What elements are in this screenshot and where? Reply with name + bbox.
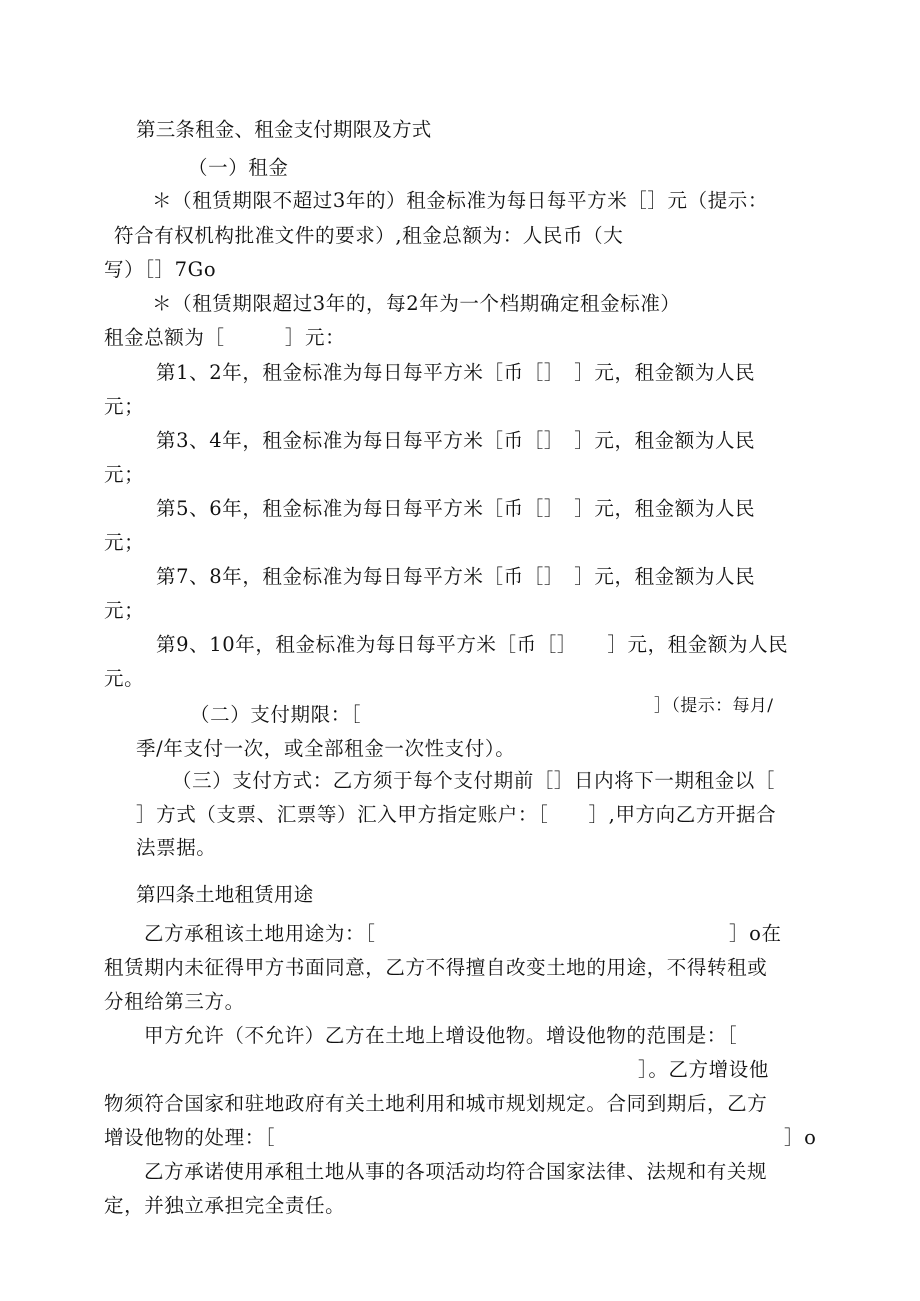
rent-option-a-line-2: 符合有权机构批准文件的要求）,租金总额为：人民币（大	[114, 224, 624, 247]
rent-years-1-2-end: 元；	[104, 395, 145, 418]
rent-years-3-4: 第3、4年，租金标准为每日每平方米［币［］ ］元，租金额为人民	[156, 429, 756, 452]
payment-period-line-2: 季/年支付一次，或全部租金一次性支付）。	[136, 737, 516, 760]
land-use-line-3: 分租给第三方。	[104, 990, 245, 1013]
additions-line-4-right: ］o	[784, 1126, 817, 1149]
payment-method-line-1: （三）支付方式：乙方须于每个支付期前［］日内将下一期租金以［	[172, 769, 776, 792]
payment-method-line-2: ］方式（支票、汇票等）汇入甲方指定账户：［ ］,甲方向乙方开据合	[136, 803, 777, 826]
article-4-title: 第四条土地租赁用途	[136, 883, 314, 906]
rent-option-a-line-1: ＊（租赁期限不超过3年的）租金标准为每日每平方米［］元（提示：	[152, 189, 769, 212]
rent-years-7-8-end: 元；	[104, 599, 145, 622]
rent-years-9-10: 第9、10年，租金标准为每日每平方米［币［］ ］元，租金额为人民	[156, 633, 789, 656]
rent-years-7-8: 第7、8年，租金标准为每日每平方米［币［］ ］元，租金额为人民	[156, 565, 756, 588]
rent-option-b-total: 租金总额为［ ］元：	[104, 326, 346, 349]
land-use-line-1-left: 乙方承租该土地用途为：［	[144, 922, 376, 945]
rent-years-3-4-end: 元；	[104, 463, 145, 486]
payment-method-line-3: 法票据。	[136, 836, 217, 859]
additions-line-2: ］。乙方增设他	[638, 1058, 769, 1081]
land-use-line-2: 租赁期内未征得甲方书面同意，乙方不得擅自改变土地的用途，不得转租或	[104, 956, 768, 979]
rent-option-b-line-1: ＊（租赁期限超过3年的，每2年为一个档期确定租金标准）	[152, 292, 681, 315]
compliance-line-2: 定，并独立承担完全责任。	[104, 1194, 346, 1217]
payment-period-line-1-left: （二）支付期限：［	[190, 703, 362, 726]
payment-period-line-1-right: ］（提示：每月/	[654, 696, 774, 716]
additions-line-1: 甲方允许（不允许）乙方在土地上增设他物。增设他物的范围是：［	[144, 1024, 738, 1047]
additions-line-4-left: 增设他物的处理：［	[104, 1126, 276, 1149]
compliance-line-1: 乙方承诺使用承租土地从事的各项活动均符合国家法律、法规和有关规	[144, 1160, 768, 1183]
rent-years-1-2: 第1、2年，租金标准为每日每平方米［币［］ ］元，租金额为人民	[156, 361, 756, 384]
rent-years-5-6: 第5、6年，租金标准为每日每平方米［币［］ ］元，租金额为人民	[156, 497, 756, 520]
section-rent-heading: （一）租金	[188, 156, 289, 179]
land-use-line-1-right: ］o在	[729, 922, 782, 945]
rent-option-a-line-3: 写）［］7Go	[104, 258, 217, 281]
article-3-title: 第三条租金、租金支付期限及方式	[136, 118, 432, 141]
rent-years-9-10-end: 元。	[104, 667, 145, 690]
rent-years-5-6-end: 元；	[104, 531, 145, 554]
additions-line-3: 物须符合国家和驻地政府有关土地利用和城市规划规定。合同到期后，乙方	[104, 1092, 768, 1115]
